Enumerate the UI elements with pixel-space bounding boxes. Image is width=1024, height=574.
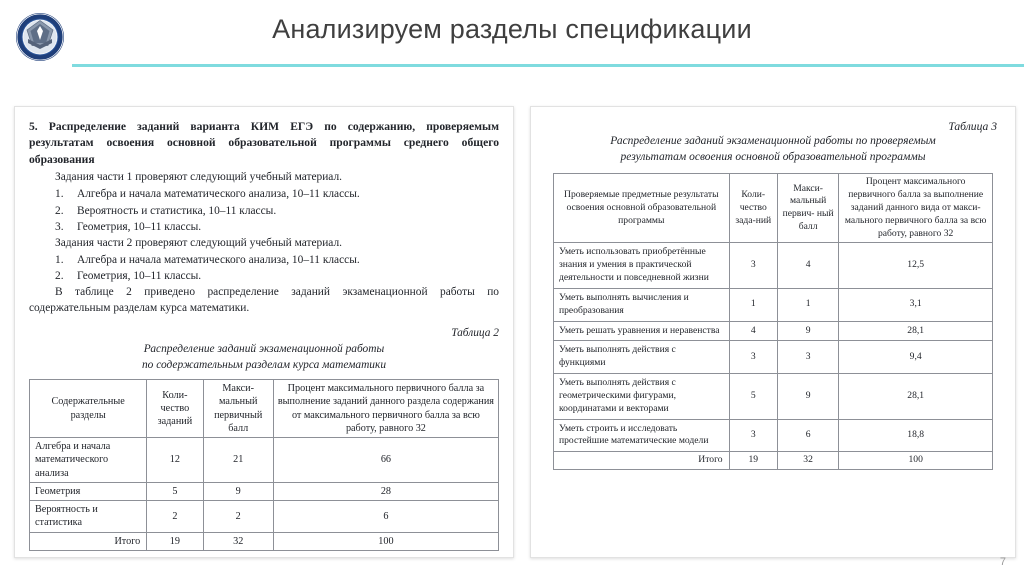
cell-total-count: 19 xyxy=(147,532,203,550)
cell-percent: 3,1 xyxy=(839,288,993,321)
cell-total-label: Итого xyxy=(30,532,147,550)
cell-total-count: 19 xyxy=(729,452,777,470)
cell-count: 3 xyxy=(729,419,777,452)
cell-percent: 28 xyxy=(273,482,498,500)
cell-max-score: 1 xyxy=(777,288,838,321)
right-table-number: Таблица 3 xyxy=(948,120,997,133)
cell-count: 5 xyxy=(147,482,203,500)
slide-header xyxy=(0,0,1024,76)
column-header-percent: Процент максимального первичного балла за выполнение заданий данного вида от макси- мального первичного балла за всю работу, равного 32 xyxy=(839,174,993,243)
left-doc-part2-list xyxy=(29,252,499,284)
list-item-label: Вероятность и статистика, 10–11 классы. xyxy=(77,204,277,217)
table-row xyxy=(554,374,993,420)
cell-count: 3 xyxy=(729,341,777,374)
cell-skill: Уметь выполнять вычисления и преобразования xyxy=(554,288,730,321)
cell-skill: Уметь решать уравнения и неравенства xyxy=(554,321,730,341)
left-table-caption-line2: по содержательным разделам курса математики xyxy=(141,358,387,371)
list-item xyxy=(29,219,499,235)
column-header-max-score: Макси- мальный первичный балл xyxy=(203,380,273,438)
cell-percent: 9,4 xyxy=(839,341,993,374)
cell-max-score: 21 xyxy=(203,438,273,483)
cell-count: 1 xyxy=(729,288,777,321)
content-sections-table xyxy=(29,379,499,551)
left-table-caption-line1: Распределение заданий экзаменационной работы xyxy=(143,343,385,356)
table-row xyxy=(30,482,499,500)
left-document-panel xyxy=(14,106,514,558)
list-item-number: 1. xyxy=(55,253,64,266)
cell-max-score: 9 xyxy=(777,321,838,341)
table-total-row xyxy=(30,532,499,550)
list-item-label: Геометрия, 10–11 классы. xyxy=(77,220,202,233)
column-header-count: Коли- чество заданий xyxy=(147,380,203,438)
table-row xyxy=(554,321,993,341)
cell-max-score: 9 xyxy=(203,482,273,500)
cell-skill: Уметь использовать приобретённые знания и умения в практической деятельности и повседневной жизни xyxy=(554,243,730,289)
right-table-caption-line2: результатам освоения основной образовательной программы xyxy=(620,151,926,164)
cell-percent: 66 xyxy=(273,438,498,483)
right-table-caption xyxy=(545,134,1001,166)
left-doc-part1-list xyxy=(29,186,499,235)
left-table-number: Таблица 2 xyxy=(451,327,499,340)
cell-count: 2 xyxy=(147,501,203,533)
cell-max-score: 6 xyxy=(777,419,838,452)
column-header-max-score: Макси- мальный первич- ный балл xyxy=(777,174,838,243)
cell-percent: 28,1 xyxy=(839,374,993,420)
list-item-number: 1. xyxy=(55,188,64,201)
page-number: 7 xyxy=(999,556,1006,568)
list-item xyxy=(29,252,499,268)
cell-section: Вероятность и статистика xyxy=(30,501,147,533)
cell-total-percent: 100 xyxy=(839,452,993,470)
title-divider xyxy=(72,64,1024,67)
left-table-caption xyxy=(29,342,499,373)
left-doc-table-reference: В таблице 2 приведено распределение заданий экзаменационной работы по содержательным разделам курса математики. xyxy=(29,286,499,315)
cell-skill: Уметь выполнять действия с геометрическими фигурами, координатами и векторами xyxy=(554,374,730,420)
cell-percent: 18,8 xyxy=(839,419,993,452)
list-item-number: 3. xyxy=(55,220,64,233)
column-header-outcomes: Проверяемые предметные результаты освоения основной образовательной программы xyxy=(554,174,730,243)
table-header-row xyxy=(554,174,993,243)
left-doc-part1-intro: Задания части 1 проверяют следующий учебный материал. xyxy=(55,171,342,184)
list-item-label: Алгебра и начала математического анализа, 10–11 классы. xyxy=(77,253,360,266)
cell-skill: Уметь выполнять действия с функциями xyxy=(554,341,730,374)
list-item xyxy=(29,203,499,219)
left-doc-part2-intro: Задания части 2 проверяют следующий учебный материал. xyxy=(55,236,342,249)
table-row xyxy=(554,288,993,321)
cell-count: 12 xyxy=(147,438,203,483)
right-table-wrapper xyxy=(545,173,1001,470)
cell-percent: 28,1 xyxy=(839,321,993,341)
list-item-number: 2. xyxy=(55,270,64,283)
column-header-sections: Содержательные разделы xyxy=(30,380,147,438)
list-item-number: 2. xyxy=(55,204,64,217)
list-item-label: Геометрия, 10–11 классы. xyxy=(77,270,202,283)
cell-total-max-score: 32 xyxy=(203,532,273,550)
cell-max-score: 3 xyxy=(777,341,838,374)
cell-total-label: Итого xyxy=(554,452,730,470)
cell-max-score: 4 xyxy=(777,243,838,289)
cell-total-percent: 100 xyxy=(273,532,498,550)
list-item-label: Алгебра и начала математического анализа, 10–11 классы. xyxy=(77,188,360,201)
cell-count: 4 xyxy=(729,321,777,341)
cell-percent: 6 xyxy=(273,501,498,533)
table-total-row xyxy=(554,452,993,470)
column-header-percent: Процент максимального первичного балла за выполнение заданий данного раздела содержания от максимального первичного балла за всю работу, равного 32 xyxy=(273,380,498,438)
table-header-row xyxy=(30,380,499,438)
list-item xyxy=(29,268,499,284)
cell-percent: 12,5 xyxy=(839,243,993,289)
table-row xyxy=(554,419,993,452)
list-item xyxy=(29,186,499,202)
learning-outcomes-table xyxy=(553,173,993,470)
table-row xyxy=(30,501,499,533)
table-row xyxy=(554,243,993,289)
cell-max-score: 2 xyxy=(203,501,273,533)
column-header-count: Коли- чество зада-ний xyxy=(729,174,777,243)
cell-section: Алгебра и начала математического анализа xyxy=(30,438,147,483)
cell-count: 5 xyxy=(729,374,777,420)
svg-text:•••••: ••••• xyxy=(38,16,42,19)
right-table-caption-line1: Распределение заданий экзаменационной работы по проверяемым xyxy=(610,135,936,148)
cell-max-score: 9 xyxy=(777,374,838,420)
right-document-panel xyxy=(530,106,1016,558)
cell-total-max-score: 32 xyxy=(777,452,838,470)
cell-section: Геометрия xyxy=(30,482,147,500)
table-row xyxy=(554,341,993,374)
cell-skill: Уметь строить и исследовать простейшие математические модели xyxy=(554,419,730,452)
cell-count: 3 xyxy=(729,243,777,289)
table-row xyxy=(30,438,499,483)
left-doc-heading: 5. Распределение заданий варианта КИМ ЕГЭ по содержанию, проверяемым результатам освоения основной образовательной программы среднего общего образования xyxy=(29,120,499,166)
page-title: Анализируем разделы спецификации xyxy=(272,14,752,44)
